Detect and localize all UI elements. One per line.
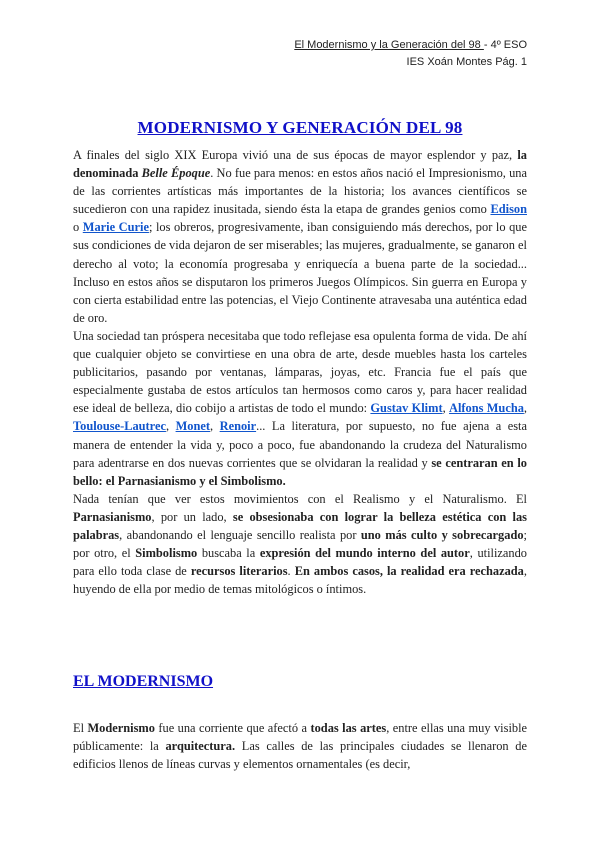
- paragraph-parnasianismo-simbolismo: [73, 490, 527, 599]
- separator: ,: [523, 401, 528, 416]
- text: Las calles de las principales ciudades se llenaron de edificios llenos de líneas curvas y elementos ornamentales (es decir,: [73, 739, 527, 772]
- text: El: [73, 721, 88, 735]
- header-doc-link[interactable]: El Modernismo y la Generación del 98: [294, 39, 484, 51]
- text: ; los obreros, progresivamente, iban consiguiendo más derechos, por lo que sus condiciones de vida dejaron de ser miserables; las mujeres, gradualmente, se ganaron el derecho al voto; la economía progresaba y enriquecía a buena parte de la sociedad... Incluso en estos años se disputaron los primeros Juegos Olímpicos. Sin guerra en Europa y con cierta estabilidad entre las potencias, el Viejo Continente atravesaba una auténtica edad de oro.: [73, 220, 527, 325]
- text: o: [73, 220, 83, 235]
- bold-text: Simbolismo: [135, 546, 198, 561]
- text: Una sociedad tan próspera necesitaba que todo reflejase esa opulenta forma de vida. De ahí que cualquier objeto se convirtiese en una obra de arte, desde muebles hasta los carteles publicitarios, pasando por ventanas, lámparas, joyas, etc. Francia fue el país que especialmente gustaba de estos artículos tan hermosos como caros y, para hacer realidad ese ideal de belleza, dio cobijo a artistas de todo el mundo:: [73, 328, 527, 416]
- header-course: - 4º ESO: [483, 39, 527, 51]
- link-marie-curie[interactable]: Marie Curie: [82, 220, 149, 235]
- paragraph-modernismo: [73, 719, 527, 773]
- text: Nada tenían que ver estos movimientos con el Realismo y el Naturalismo. El: [73, 491, 527, 506]
- text: .: [287, 564, 295, 579]
- text: buscaba la: [197, 546, 260, 561]
- text: ... La literatura, por supuesto, no fue ajena a esta manera de entender la vida y, poco a poco, fue abandonando la crudeza del Naturalismo para adentrarse en dos nuevas corrientes que se olvidaran la realidad y: [73, 419, 528, 470]
- text: , entre ellas una muy visible públicamente: la: [73, 721, 528, 754]
- bold-text: se centraran en lo bello: el Parnasianismo y el Simbolismo.: [73, 455, 527, 488]
- section-title-modernismo: EL MODERNISMO: [73, 673, 214, 690]
- bold-text: todas las artes: [310, 721, 387, 735]
- link-alfons-mucha[interactable]: Alfons Mucha: [449, 401, 524, 416]
- page-header: [294, 37, 527, 71]
- link-edison[interactable]: Edison: [490, 202, 527, 217]
- header-line-2: IES Xoán Montes Pág. 1: [406, 56, 527, 68]
- text: , por un lado,: [151, 509, 233, 524]
- link-monet[interactable]: Monet: [175, 419, 210, 434]
- text: A finales del siglo XIX Europa vivió una de sus épocas de mayor esplendor y paz,: [73, 148, 518, 162]
- paragraph-arte: [73, 327, 527, 490]
- bold-text: arquitectura.: [165, 739, 236, 754]
- document-title: MODERNISMO Y GENERACIÓN DEL 98: [137, 118, 463, 137]
- modernismo-section: [73, 719, 527, 773]
- bold-text: se obsesionaba con lograr la belleza estética con las palabras: [73, 509, 527, 542]
- text: , huyendo de ella por medio de temas mitológicos o íntimos.: [73, 564, 527, 597]
- bold-text: expresión del mundo interno del autor: [259, 546, 470, 561]
- separator: ,: [442, 401, 449, 416]
- bold-text: uno más culto y sobrecargado: [360, 527, 524, 542]
- text: , utilizando para ello toda clase de: [73, 546, 527, 579]
- bold-italic-text: Belle Époque: [141, 166, 211, 181]
- intro-section: [73, 146, 527, 598]
- link-renoir[interactable]: Renoir: [219, 419, 257, 434]
- bold-text: Modernismo: [87, 721, 155, 735]
- text: fue una corriente que afectó a: [154, 721, 311, 735]
- link-toulouse-lautrec[interactable]: Toulouse-Lautrec: [73, 419, 166, 434]
- text: . No fue para menos: en estos años nació el Impresionismo, una de las corrientes artísticas más importantes de la historia; los avances científicos se sucedieron con una rapidez inusitada, siendo ésta la etapa de grandes genios como: [73, 166, 527, 217]
- paragraph-belle-epoque: [73, 146, 527, 327]
- link-gustav-klimt[interactable]: Gustav Klimt: [370, 401, 443, 416]
- separator: ,: [210, 419, 220, 434]
- bold-text: recursos literarios: [190, 564, 288, 579]
- text: ; por otro, el: [73, 527, 527, 561]
- text: , abandonando el lenguaje sencillo realista por: [119, 527, 361, 542]
- bold-text: En ambos casos, la realidad era rechazada: [294, 564, 524, 579]
- header-line-1: [294, 37, 527, 54]
- separator: ,: [165, 419, 176, 434]
- bold-text: la denominada: [73, 148, 527, 181]
- bold-text: Parnasianismo: [73, 509, 152, 524]
